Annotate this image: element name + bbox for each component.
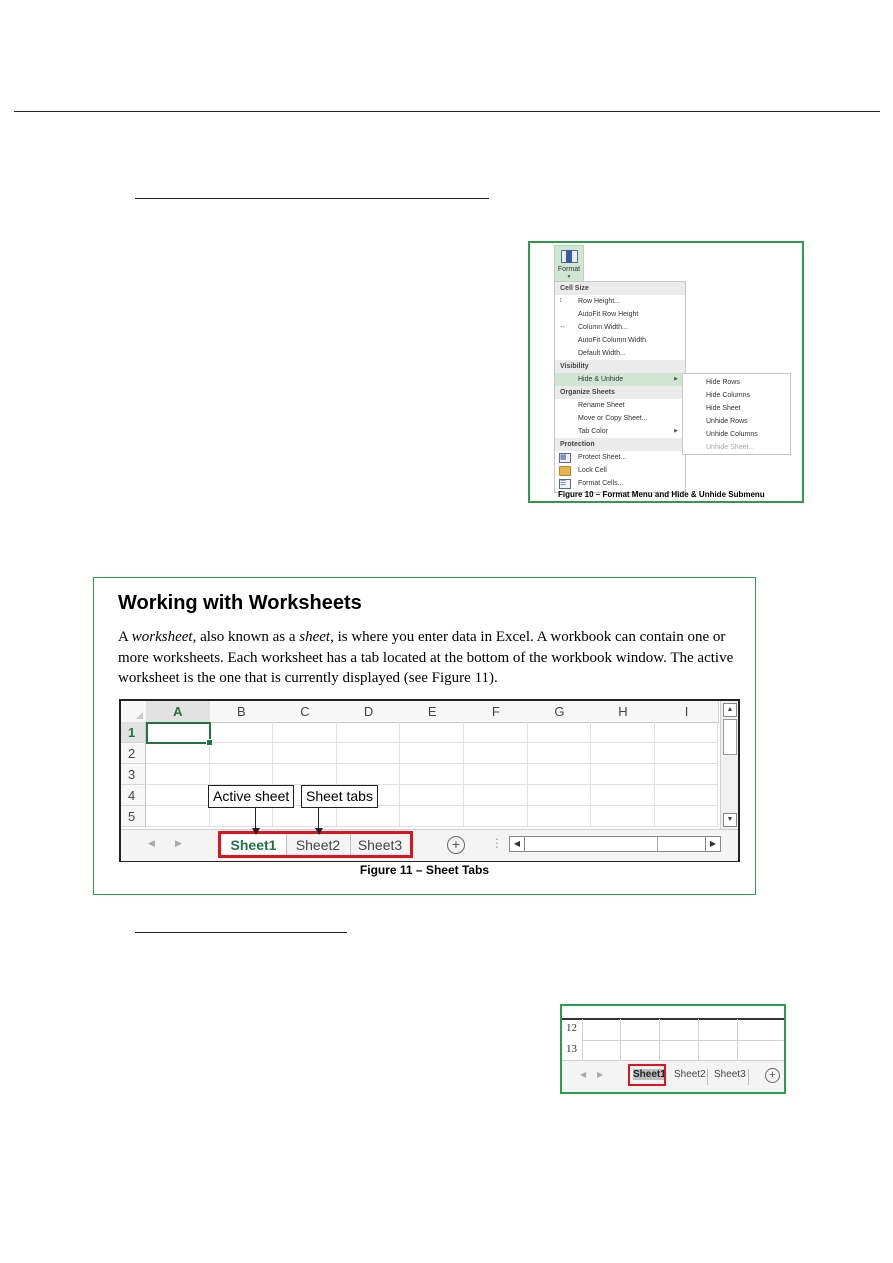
cell[interactable] bbox=[528, 743, 592, 764]
row-header[interactable]: 3 bbox=[121, 764, 146, 785]
callout-line-2 bbox=[318, 808, 319, 830]
split-handle-icon[interactable]: ⋮ bbox=[491, 836, 503, 850]
scroll-down-icon[interactable]: ▼ bbox=[723, 813, 737, 827]
menu-section-label bbox=[555, 386, 685, 399]
menu-section-label bbox=[555, 282, 685, 295]
cell[interactable] bbox=[528, 764, 592, 785]
tab-scroll-left-icon[interactable]: ◀ bbox=[148, 838, 155, 848]
tab-scroll-right-icon[interactable]: ▶ bbox=[597, 1070, 604, 1079]
submenu-item-label: Hide Columns bbox=[706, 392, 750, 399]
vertical-scrollbar[interactable] bbox=[720, 701, 738, 829]
submenu-item-label: Unhide Rows bbox=[706, 418, 748, 425]
cell[interactable] bbox=[337, 722, 401, 743]
menu-item[interactable] bbox=[555, 295, 685, 308]
menu-item[interactable] bbox=[555, 334, 685, 347]
column-header[interactable]: G bbox=[528, 701, 593, 723]
scroll-right-icon[interactable]: ▶ bbox=[705, 837, 720, 851]
cell[interactable] bbox=[400, 785, 464, 806]
column-header[interactable]: B bbox=[210, 701, 275, 723]
submenu-item[interactable] bbox=[683, 389, 790, 402]
cell[interactable] bbox=[655, 806, 719, 827]
scroll-track[interactable] bbox=[525, 837, 658, 851]
grid-top-border bbox=[562, 1018, 784, 1020]
cell[interactable] bbox=[464, 806, 528, 827]
menu-item[interactable] bbox=[555, 425, 685, 438]
para-text-1: A bbox=[118, 629, 132, 645]
menu-section-label bbox=[555, 438, 685, 451]
submenu-item-label: Hide Sheet bbox=[706, 405, 741, 412]
menu-item-label: AutoFit Row Height bbox=[578, 311, 639, 318]
column-header[interactable]: D bbox=[337, 701, 402, 723]
sheet-tab[interactable]: Sheet2 bbox=[286, 833, 351, 857]
cell[interactable] bbox=[400, 764, 464, 785]
menu-item-label: Hide & Unhide bbox=[578, 376, 624, 383]
header-rule bbox=[14, 111, 880, 112]
callout-arrow-1 bbox=[252, 828, 260, 835]
row-height-icon: ↕ bbox=[559, 297, 563, 304]
sheet-tab[interactable]: Sheet3 bbox=[350, 833, 411, 857]
cell[interactable] bbox=[464, 722, 528, 743]
figure-10 bbox=[528, 241, 804, 503]
cell[interactable] bbox=[273, 764, 337, 785]
cell[interactable] bbox=[655, 785, 719, 806]
tab-sheet3[interactable]: Sheet3 bbox=[714, 1069, 746, 1080]
submenu-item[interactable] bbox=[683, 415, 790, 428]
row-header-13: 13 bbox=[566, 1043, 577, 1055]
menu-item-label: Cell Size bbox=[560, 285, 589, 292]
menu-item[interactable] bbox=[555, 399, 685, 412]
cell[interactable] bbox=[591, 806, 655, 827]
row-header[interactable]: 2 bbox=[121, 743, 146, 764]
submenu-item-label: Unhide Sheet... bbox=[706, 444, 755, 451]
cell[interactable] bbox=[528, 785, 592, 806]
cell[interactable] bbox=[273, 806, 337, 827]
sheet-tab-bar bbox=[121, 829, 738, 861]
submenu-item bbox=[683, 441, 790, 454]
menu-item-label: Column Width... bbox=[578, 324, 628, 331]
cell[interactable] bbox=[146, 785, 210, 806]
menu-item-label: Move or Copy Sheet... bbox=[578, 415, 648, 422]
cell[interactable] bbox=[210, 722, 274, 743]
tab-separator bbox=[707, 1069, 708, 1085]
para-em-worksheet: worksheet bbox=[131, 629, 193, 645]
cell[interactable] bbox=[464, 743, 528, 764]
active-cell[interactable] bbox=[146, 722, 211, 744]
submenu-item-label: Hide Rows bbox=[706, 379, 740, 386]
para-text-2: , also known as a bbox=[192, 629, 300, 645]
cell[interactable] bbox=[464, 785, 528, 806]
tab-sheet1[interactable]: Sheet1 bbox=[633, 1069, 666, 1080]
cell[interactable] bbox=[210, 764, 274, 785]
cell[interactable] bbox=[655, 764, 719, 785]
tab-sheet2[interactable]: Sheet2 bbox=[674, 1069, 706, 1080]
new-sheet-icon[interactable]: + bbox=[447, 836, 465, 854]
cell[interactable] bbox=[528, 722, 592, 743]
submenu-item[interactable] bbox=[683, 376, 790, 389]
cell[interactable] bbox=[400, 722, 464, 743]
menu-item[interactable] bbox=[555, 347, 685, 360]
chevron-right-icon: ▶ bbox=[674, 376, 678, 382]
cell[interactable] bbox=[591, 722, 655, 743]
active-sheet-callout: Active sheet bbox=[208, 785, 294, 808]
menu-item[interactable] bbox=[555, 308, 685, 321]
row-header-12: 12 bbox=[566, 1022, 577, 1034]
figure-11-caption: Figure 11 – Sheet Tabs bbox=[359, 863, 490, 877]
tab-separator bbox=[748, 1069, 749, 1085]
callout-arrow-2 bbox=[315, 828, 323, 835]
protect-sheet-icon: ▦ bbox=[559, 453, 571, 463]
row-header[interactable]: 5 bbox=[121, 806, 146, 827]
menu-item[interactable] bbox=[555, 464, 685, 477]
menu-item[interactable] bbox=[555, 451, 685, 464]
horizontal-scrollbar[interactable] bbox=[509, 836, 721, 852]
format-button[interactable] bbox=[554, 245, 584, 283]
menu-item-label: Tab Color bbox=[578, 428, 608, 435]
figure-sheet-tabs-small bbox=[560, 1004, 786, 1094]
format-icon bbox=[561, 250, 578, 263]
cell[interactable] bbox=[591, 785, 655, 806]
format-button-label: Format bbox=[557, 266, 581, 273]
cell[interactable] bbox=[273, 722, 337, 743]
cell[interactable] bbox=[591, 764, 655, 785]
column-width-icon: ↔ bbox=[559, 323, 566, 330]
worksheet-paragraph bbox=[118, 627, 738, 689]
tab-scroll-right-icon[interactable]: ▶ bbox=[175, 838, 182, 848]
hide-unhide-submenu bbox=[682, 373, 791, 455]
submenu-item[interactable] bbox=[683, 402, 790, 415]
callout-line-1 bbox=[255, 808, 256, 830]
para-em-sheet: sheet bbox=[299, 629, 331, 645]
menu-item-label: Organize Sheets bbox=[560, 389, 615, 396]
sheet-tabs-callout: Sheet tabs bbox=[301, 785, 378, 808]
menu-item-label: Visibility bbox=[560, 363, 589, 370]
menu-item-label: Lock Cell bbox=[578, 467, 607, 474]
menu-item-label: Row Height... bbox=[578, 298, 621, 305]
figure-11 bbox=[93, 577, 756, 895]
cell[interactable] bbox=[146, 743, 210, 764]
menu-item-label: Protection bbox=[560, 441, 595, 448]
column-header[interactable]: H bbox=[591, 701, 656, 723]
menu-item-label: Default Width... bbox=[578, 350, 626, 357]
heading-underline-1 bbox=[135, 198, 489, 199]
column-header[interactable]: C bbox=[273, 701, 338, 723]
tab-scroll-left-icon[interactable]: ◀ bbox=[580, 1070, 587, 1079]
tabs-highlight-box bbox=[218, 831, 413, 858]
para-text-3: , is where you enter data in Excel. A workbook can contain one or more worksheets. Each worksheet has a tab located at the bottom of the workbook window. The active worksheet is the one that is currently displayed (see Figure 11). bbox=[118, 629, 734, 686]
excel-worksheet bbox=[119, 699, 740, 862]
row-header[interactable]: 1 bbox=[121, 722, 146, 743]
menu-item-label: Protect Sheet... bbox=[578, 454, 627, 461]
menu-item[interactable] bbox=[555, 321, 685, 334]
menu-item[interactable] bbox=[555, 412, 685, 425]
cell[interactable] bbox=[146, 764, 210, 785]
chevron-right-icon: ▶ bbox=[674, 428, 678, 434]
menu-item-label: AutoFit Column Width bbox=[578, 337, 647, 344]
menu-section-label bbox=[555, 360, 685, 373]
cell[interactable] bbox=[146, 806, 210, 827]
scroll-up-icon[interactable]: ▲ bbox=[723, 703, 737, 717]
cell[interactable] bbox=[210, 806, 274, 827]
cell[interactable] bbox=[655, 722, 719, 743]
menu-item-label: Format Cells... bbox=[578, 480, 624, 487]
cell[interactable] bbox=[337, 764, 401, 785]
lock-icon bbox=[559, 466, 571, 476]
section-heading: Working with Worksheets bbox=[118, 592, 362, 614]
format-cells-icon: ☰ bbox=[559, 479, 571, 489]
figure-10-caption: Figure 10 – Format Menu and Hide & Unhide Submenu bbox=[558, 490, 765, 499]
menu-item[interactable] bbox=[555, 373, 685, 386]
chevron-down-icon: ▼ bbox=[566, 274, 572, 280]
cell[interactable] bbox=[591, 743, 655, 764]
cell[interactable] bbox=[400, 743, 464, 764]
format-menu bbox=[554, 281, 686, 493]
submenu-item-label: Unhide Columns bbox=[706, 431, 758, 438]
grid-line bbox=[582, 1040, 784, 1041]
menu-item[interactable] bbox=[555, 477, 685, 490]
cell[interactable] bbox=[464, 764, 528, 785]
cell[interactable] bbox=[210, 743, 274, 764]
small-tab-bar bbox=[562, 1060, 784, 1093]
scroll-thumb[interactable] bbox=[723, 719, 737, 755]
sheet-tab[interactable]: Sheet1 bbox=[221, 833, 287, 857]
column-header[interactable]: I bbox=[655, 701, 720, 723]
cell[interactable] bbox=[528, 806, 592, 827]
cell[interactable] bbox=[337, 743, 401, 764]
cell[interactable] bbox=[655, 743, 719, 764]
select-all-corner[interactable] bbox=[121, 701, 147, 723]
column-header[interactable]: A bbox=[146, 701, 211, 724]
tab-highlight-box bbox=[628, 1064, 666, 1086]
menu-item-label: Rename Sheet bbox=[578, 402, 625, 409]
scroll-left-icon[interactable]: ◀ bbox=[510, 837, 525, 851]
column-header[interactable]: E bbox=[400, 701, 465, 723]
column-header[interactable]: F bbox=[464, 701, 529, 723]
row-header[interactable]: 4 bbox=[121, 785, 146, 806]
cell[interactable] bbox=[400, 806, 464, 827]
submenu-item[interactable] bbox=[683, 428, 790, 441]
new-sheet-icon[interactable]: + bbox=[765, 1068, 780, 1083]
cell[interactable] bbox=[337, 806, 401, 827]
cell[interactable] bbox=[273, 743, 337, 764]
heading-underline-2 bbox=[135, 932, 347, 933]
